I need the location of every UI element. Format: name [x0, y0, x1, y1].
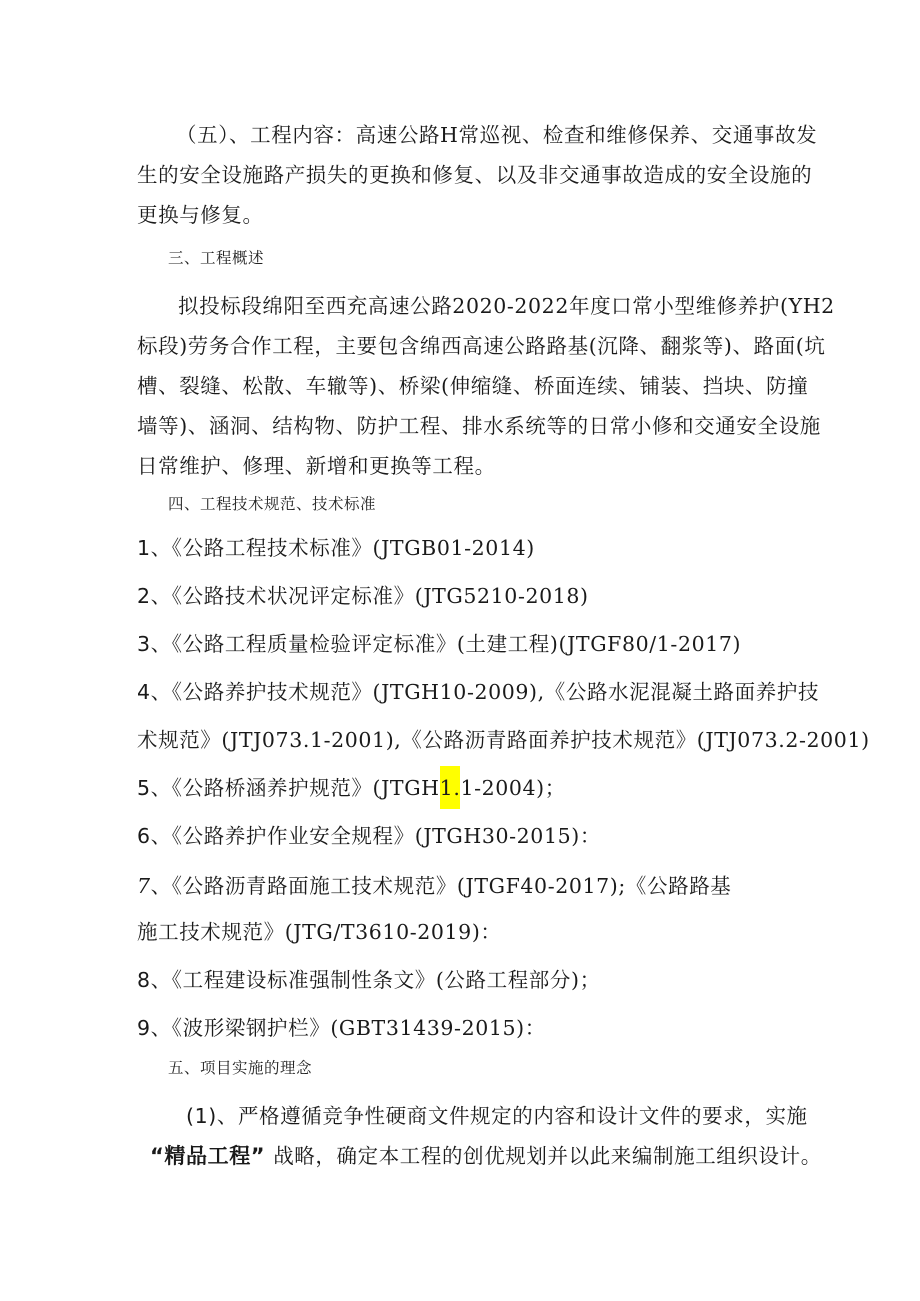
- standard-item-6: [137, 826, 601, 847]
- philosophy-text-2: 战略，确定本工程的创优规划并以此来编制施工组织设计。: [273, 1144, 822, 1168]
- standard-number: 1: [137, 536, 151, 560]
- quoted-emphasis: “精品工程”: [150, 1144, 266, 1168]
- standard-item-2: [137, 586, 589, 607]
- standard-number: 4: [137, 680, 151, 704]
- philosophy-line-1: [186, 1106, 808, 1127]
- section5-line-3: 更换与修复。: [137, 203, 264, 227]
- standard-number: 2: [137, 584, 151, 608]
- standard-text: 《公路养护技术规范》(JTGH10-2009),《公路水泥混凝土路面养护技: [171, 680, 820, 704]
- standard-text: 《波形梁钢护栏》(GBT31439-2015)：: [171, 1016, 546, 1040]
- section5-line-1: （五）、工程内容：高速公路H常巡视、检查和维修保养、交通事故发: [176, 123, 818, 147]
- standard-separator: 、: [150, 584, 172, 608]
- standard-item-7: [137, 876, 731, 897]
- standard-text: 《工程建设标准强制性条文》(公路工程部分)；: [171, 968, 601, 992]
- standard-text: 《公路工程技术标准》(JTGB01-2014): [171, 536, 535, 560]
- standard-separator: 、: [150, 632, 172, 656]
- overview-line-4: 墙等)、涵洞、结构物、防护工程、排水系统等的日常小修和交通安全设施: [137, 414, 821, 438]
- heading-philosophy: 五、项目实施的理念: [168, 1059, 313, 1077]
- standard-item-7-continued: 施工技术规范》(JTG/T3610-2019)：: [137, 920, 502, 944]
- standard-number: 6: [137, 824, 151, 848]
- heading-standards: 四、工程技术规范、技术标准: [168, 495, 377, 513]
- standard-separator: 、: [150, 680, 172, 704]
- standard-number: 3: [137, 632, 151, 656]
- standard-item-1: [137, 538, 535, 559]
- standard-separator: 、: [150, 776, 172, 800]
- section5-line-2: 生的安全设施路产损失的更换和修复、以及非交通事故造成的安全设施的: [137, 163, 813, 187]
- standard-separator: 、: [150, 874, 172, 898]
- standard-text: 《公路桥涵养护规范》(JTGH: [171, 776, 440, 800]
- standard-separator: 、: [150, 968, 172, 992]
- standard-separator: 、: [150, 824, 172, 848]
- standard-text: 《公路技术状况评定标准》(JTG5210-2018): [171, 584, 589, 608]
- standard-separator: 、: [150, 1016, 172, 1040]
- philosophy-text: 、严格遵循竞争性硬商文件规定的内容和设计文件的要求，实施: [216, 1104, 808, 1128]
- standard-item-8: [137, 970, 601, 991]
- standard-number: 8: [137, 968, 151, 992]
- standard-separator: 、: [150, 536, 172, 560]
- standard-item-9: [137, 1018, 546, 1039]
- standard-number: 5: [137, 776, 151, 800]
- standard-item-4-continued: 术规范》(JTJ073.1-2001),《公路沥青路面养护技术规范》(JTJ073.2-2001): [137, 728, 870, 752]
- standard-text: 《公路工程质量检验评定标准》(土建工程)(JTGF80/1-2017): [171, 632, 742, 656]
- standard-number: 9: [137, 1016, 151, 1040]
- philosophy-line-2: [150, 1146, 822, 1167]
- standard-number: 7: [137, 874, 151, 898]
- overview-line-2: 标段)劳务合作工程，主要包含绵西高速公路路基(沉降、翻浆等)、路面(坑: [137, 334, 826, 358]
- standard-item-5: [137, 778, 566, 799]
- standard-text: 《公路养护作业安全规程》(JTGH30-2015)：: [171, 824, 601, 848]
- overview-line-5: 日常维护、修理、新增和更换等工程。: [137, 454, 496, 478]
- standard-item-3: [137, 634, 741, 655]
- standard-item-4: [137, 682, 819, 703]
- heading-overview: 三、工程概述: [168, 249, 265, 267]
- standard-text: 《公路沥青路面施工技术规范》(JTGF40-2017);《公路路基: [171, 874, 732, 898]
- overview-line-1: 拟投标段绵阳至西充高速公路2020-2022年度口常小型维修养护(YH2: [178, 294, 835, 318]
- overview-line-3: 槽、裂缝、松散、车辙等)、桥梁(伸缩缝、桥面连续、铺装、挡块、防撞: [137, 374, 809, 398]
- standard-text-tail: 1-2004)；: [460, 776, 566, 800]
- highlighted-text: 1.: [440, 766, 461, 809]
- philosophy-number: (1): [186, 1104, 217, 1128]
